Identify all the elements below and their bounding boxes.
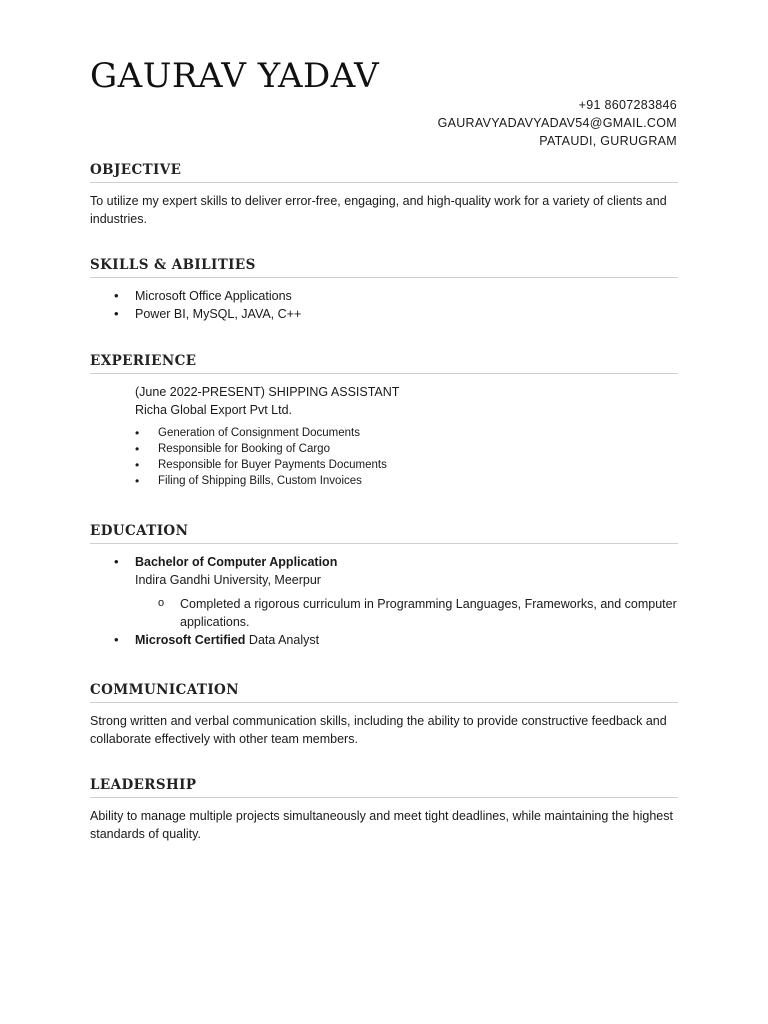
- list-item: • Generation of Consignment Documents: [90, 425, 678, 441]
- objective-text: To utilize my expert skills to deliver error-free, engaging, and high-quality work for a variety of clients and industries.: [90, 194, 667, 226]
- education-heading: EDUCATION: [90, 523, 678, 544]
- university-name: Indira Gandhi University, Meerpur: [135, 573, 321, 587]
- communication-section: [90, 682, 678, 748]
- leadership-section: [90, 777, 678, 843]
- company-name: Richa Global Export Pvt Ltd.: [135, 403, 293, 417]
- skills-list: [90, 287, 678, 323]
- location: PATAUDI, GURUGRAM: [539, 134, 677, 148]
- duties-list: [90, 425, 678, 489]
- degree-name: • Bachelor of Computer Application: [135, 555, 338, 569]
- education-section: [90, 523, 678, 649]
- contact-block: [438, 96, 677, 150]
- communication-text: Strong written and verbal communication skills, including the ability to provide constructive feedback and collaborate effectively with other team members.: [90, 714, 667, 746]
- email-address: GAURAVYADAVYADAV54@GMAIL.COM: [437, 116, 677, 130]
- job-title: (June 2022-PRESENT) SHIPPING ASSISTANT: [135, 385, 400, 399]
- degree-detail: o Completed a rigorous curriculum in Programming Languages, Frameworks, and computer applications.: [90, 595, 678, 631]
- job-entry: [90, 383, 678, 419]
- list-item: • Filing of Shipping Bills, Custom Invoices: [90, 473, 678, 489]
- list-item: • Responsible for Buyer Payments Documents: [90, 457, 678, 473]
- list-item: • Power BI, MySQL, JAVA, C++: [90, 305, 678, 323]
- certification-item: [90, 631, 678, 649]
- certification-role: Data Analyst: [245, 633, 320, 647]
- leadership-text: Ability to manage multiple projects simultaneously and meet tight deadlines, while maintaining the highest standards of quality.: [90, 809, 673, 841]
- experience-section: [90, 353, 678, 489]
- degree-item: [90, 553, 678, 589]
- certification-list: [90, 631, 678, 649]
- skills-section: [90, 257, 678, 323]
- communication-heading: COMMUNICATION: [90, 682, 678, 703]
- leadership-heading: LEADERSHIP: [90, 777, 678, 798]
- education-list: [90, 553, 678, 589]
- candidate-name: GAURAV YADAV: [90, 56, 380, 96]
- certification-name: Microsoft Certified: [135, 633, 246, 647]
- objective-heading: OBJECTIVE: [90, 162, 678, 183]
- experience-heading: EXPERIENCE: [90, 353, 678, 374]
- list-item: • Responsible for Booking of Cargo: [90, 441, 678, 457]
- skills-heading: SKILLS & ABILITIES: [90, 257, 678, 278]
- list-item: • Microsoft Office Applications: [90, 287, 678, 305]
- phone-number: +91 8607283846: [578, 98, 677, 112]
- objective-section: [90, 162, 678, 228]
